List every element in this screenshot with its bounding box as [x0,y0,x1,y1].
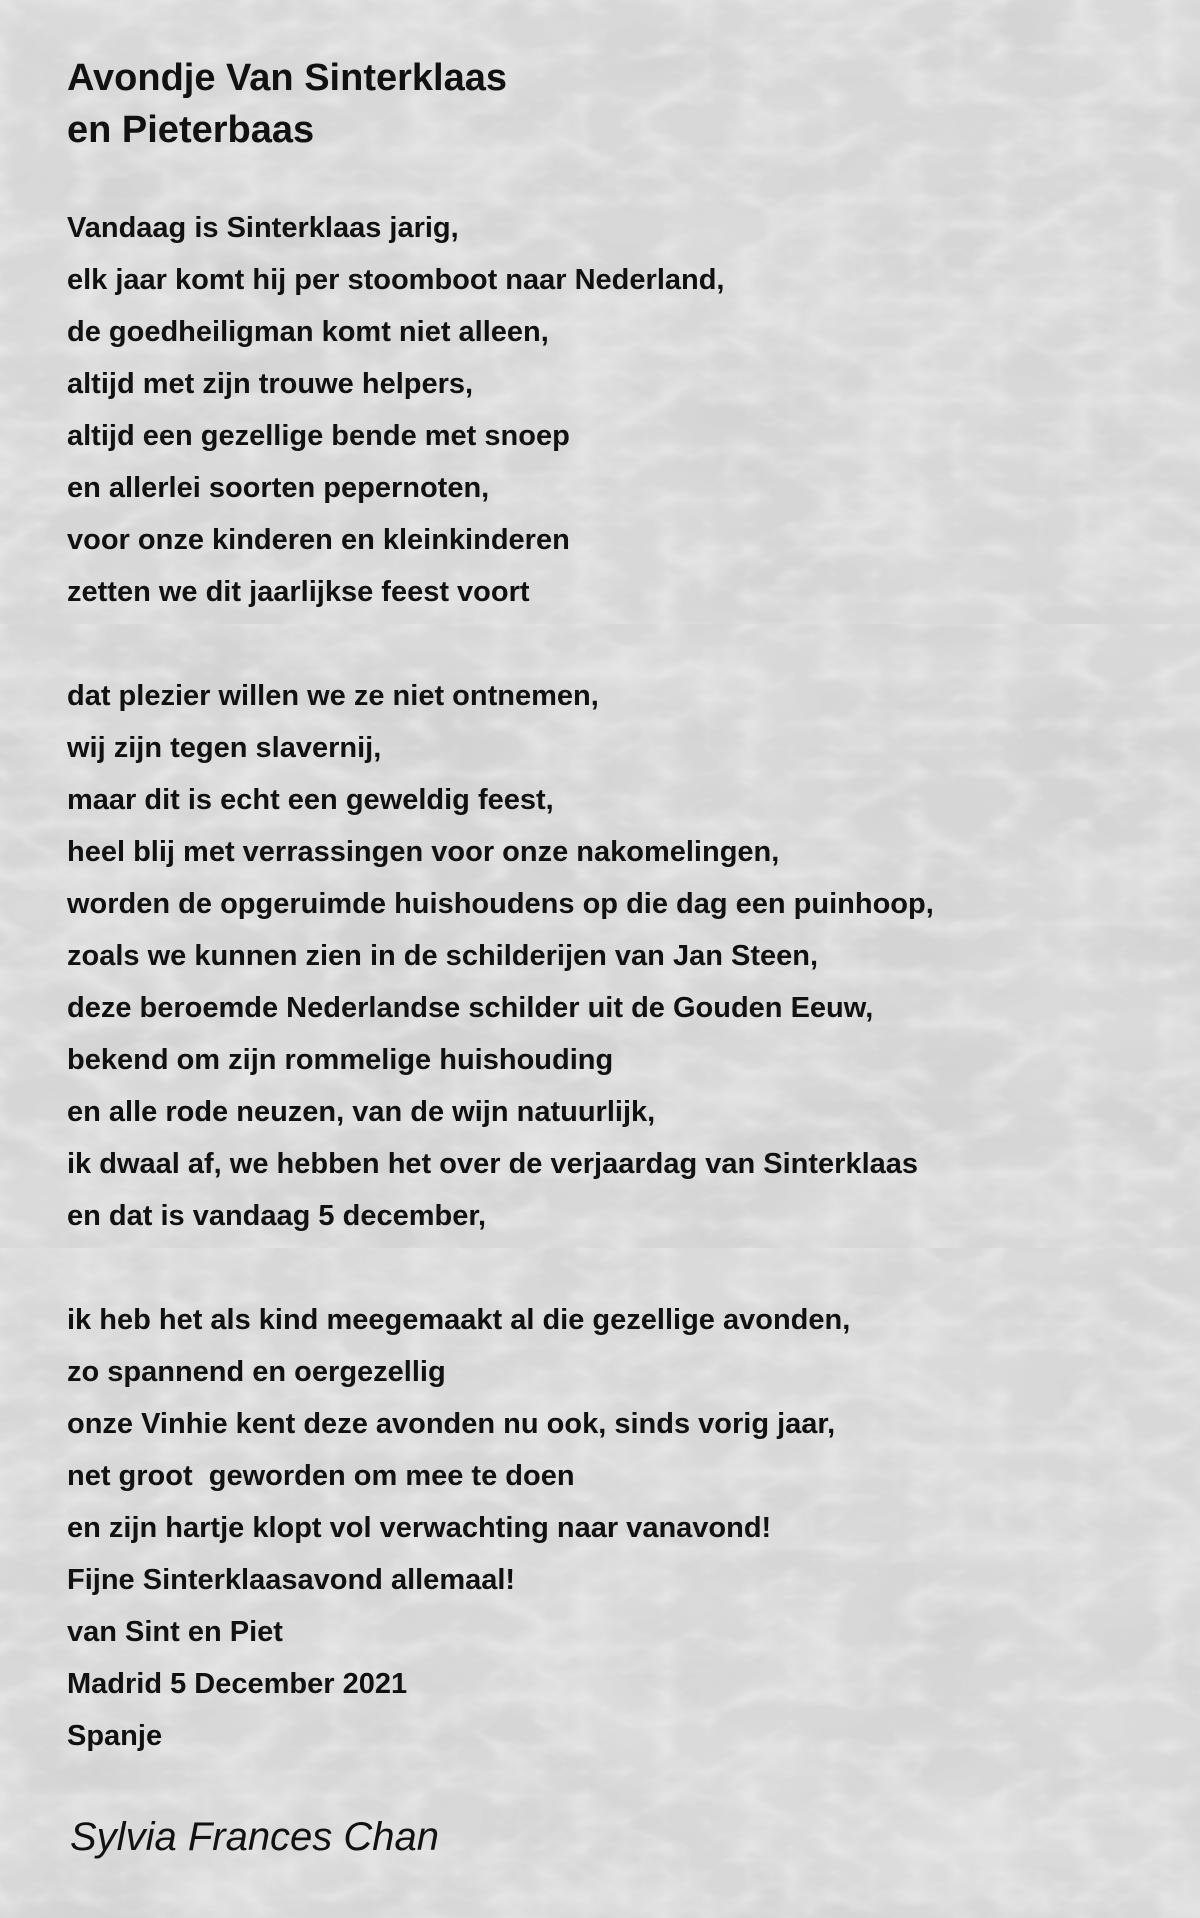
poem-line: en dat is vandaag 5 december, [67,1200,487,1232]
poem-line: zetten we dit jaarlijkse feest voort [67,576,530,608]
poem-line: Vandaag is Sinterklaas jarig, [67,212,459,244]
poem-line: worden de opgeruimde huishoudens op die dag een puinhoop, [67,888,934,920]
poem-line: de goedheiligman komt niet alleen, [67,316,549,348]
poem-line: ik heb het als kind meegemaakt al die gezellige avonden, [67,1304,851,1336]
poem-line: van Sint en Piet [67,1616,283,1648]
poem-line: onze Vinhie kent deze avonden nu ook, sinds vorig jaar, [67,1408,836,1440]
poem-stanza-3 [67,1294,850,1762]
poem-stanza-2 [67,670,934,1242]
poem-line: net groot geworden om mee te doen [67,1460,575,1492]
poem-line: dat plezier willen we ze niet ontnemen, [67,680,599,712]
poem-title-line: en Pieterbaas [67,109,315,151]
poem-line: zoals we kunnen zien in de schilderijen van Jan Steen, [67,940,818,972]
poem-line: altijd een gezellige bende met snoep [67,420,570,452]
poem-line: en alle rode neuzen, van de wijn natuurlijk, [67,1096,656,1128]
poem-line: Spanje [67,1720,163,1752]
poem-author: Sylvia Frances Chan [70,1815,440,1859]
poem-line: zo spannend en oergezellig [67,1356,446,1388]
poem-title [67,52,507,156]
poem-line: Fijne Sinterklaasavond allemaal! [67,1564,516,1596]
poem-line: bekend om zijn rommelige huishouding [67,1044,614,1076]
poem-line: heel blij met verrassingen voor onze nakomelingen, [67,836,780,868]
poem-line: wij zijn tegen slavernij, [67,732,382,764]
poem-stanza-1 [67,202,724,618]
poem-line: voor onze kinderen en kleinkinderen [67,524,570,556]
poem-line: Madrid 5 December 2021 [67,1668,408,1700]
poem-title-line: Avondje Van Sinterklaas [67,57,507,99]
poem-line: maar dit is echt een geweldig feest, [67,784,554,816]
poem-line: ik dwaal af, we hebben het over de verjaardag van Sinterklaas [67,1148,919,1180]
poem-line: deze beroemde Nederlandse schilder uit de Gouden Eeuw, [67,992,874,1024]
poem-line: altijd met zijn trouwe helpers, [67,368,474,400]
poem-line: elk jaar komt hij per stoomboot naar Nederland, [67,264,725,296]
poem-line: en allerlei soorten pepernoten, [67,472,490,504]
poem-line: en zijn hartje klopt vol verwachting naar vanavond! [67,1512,772,1544]
